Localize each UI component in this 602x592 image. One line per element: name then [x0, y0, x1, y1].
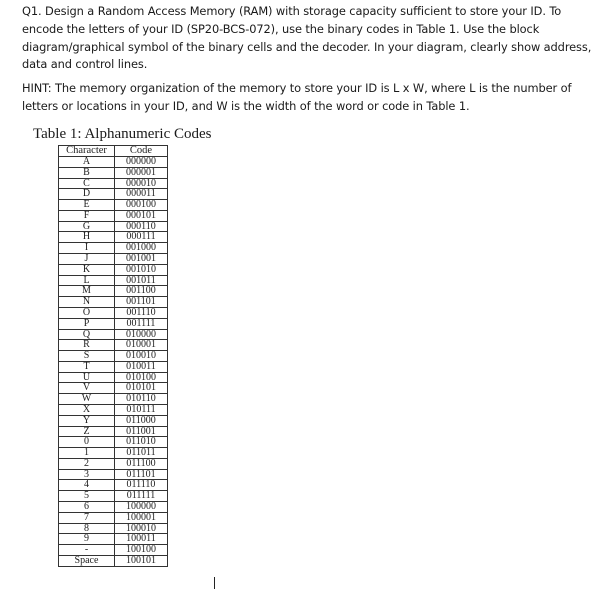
- table-row: [59, 167, 168, 178]
- character-cell: P: [59, 318, 115, 329]
- character-cell: Z: [59, 426, 115, 437]
- code-cell: 011001: [115, 426, 168, 437]
- table-header-row: [59, 146, 168, 157]
- character-cell: 1: [59, 448, 115, 459]
- code-cell: 001111: [115, 318, 168, 329]
- code-cell: 010100: [115, 372, 168, 383]
- code-cell: 010011: [115, 361, 168, 372]
- character-cell: S: [59, 351, 115, 362]
- character-cell: D: [59, 189, 115, 200]
- character-cell: Q: [59, 329, 115, 340]
- character-cell: U: [59, 372, 115, 383]
- table-row: [59, 545, 168, 556]
- table-row: [59, 264, 168, 275]
- character-cell: 9: [59, 534, 115, 545]
- code-cell: 100011: [115, 534, 168, 545]
- code-cell: 011101: [115, 469, 168, 480]
- character-cell: O: [59, 307, 115, 318]
- code-cell: 010111: [115, 404, 168, 415]
- table-row: [59, 361, 168, 372]
- code-cell: 011010: [115, 437, 168, 448]
- table-row: [59, 437, 168, 448]
- character-cell: M: [59, 286, 115, 297]
- table-row: [59, 383, 168, 394]
- code-cell: 100000: [115, 502, 168, 513]
- code-cell: 011110: [115, 480, 168, 491]
- table-row: [59, 340, 168, 351]
- character-cell: H: [59, 232, 115, 243]
- table-row: [59, 555, 168, 566]
- table-row: [59, 523, 168, 534]
- table-row: [59, 404, 168, 415]
- table-title: Table 1: Alphanumeric Codes: [33, 126, 212, 142]
- header-character: Character: [59, 146, 115, 157]
- character-cell: I: [59, 243, 115, 254]
- character-cell: 6: [59, 502, 115, 513]
- table-row: [59, 469, 168, 480]
- code-cell: 010001: [115, 340, 168, 351]
- character-cell: -: [59, 545, 115, 556]
- character-cell: W: [59, 394, 115, 405]
- code-cell: 001000: [115, 243, 168, 254]
- code-cell: 100101: [115, 555, 168, 566]
- code-cell: 010110: [115, 394, 168, 405]
- table-row: [59, 415, 168, 426]
- character-cell: B: [59, 167, 115, 178]
- code-cell: 000010: [115, 178, 168, 189]
- code-cell: 011011: [115, 448, 168, 459]
- alphanumeric-codes-table: [58, 145, 168, 567]
- code-cell: 001010: [115, 264, 168, 275]
- character-cell: K: [59, 264, 115, 275]
- character-cell: 4: [59, 480, 115, 491]
- table-row: [59, 458, 168, 469]
- character-cell: 0: [59, 437, 115, 448]
- table-row: [59, 351, 168, 362]
- character-cell: J: [59, 254, 115, 265]
- character-cell: V: [59, 383, 115, 394]
- code-cell: 100001: [115, 512, 168, 523]
- table-row: [59, 157, 168, 168]
- character-cell: 3: [59, 469, 115, 480]
- character-cell: Space: [59, 555, 115, 566]
- character-cell: E: [59, 200, 115, 211]
- code-cell: 000110: [115, 221, 168, 232]
- character-cell: R: [59, 340, 115, 351]
- character-cell: A: [59, 157, 115, 168]
- table-row: [59, 297, 168, 308]
- code-cell: 010000: [115, 329, 168, 340]
- character-cell: L: [59, 275, 115, 286]
- table-row: [59, 480, 168, 491]
- table-row: [59, 307, 168, 318]
- table-row: [59, 243, 168, 254]
- code-cell: 010010: [115, 351, 168, 362]
- character-cell: C: [59, 178, 115, 189]
- table-row: [59, 512, 168, 523]
- table-row: [59, 534, 168, 545]
- code-cell: 011111: [115, 491, 168, 502]
- code-cell: 000111: [115, 232, 168, 243]
- character-cell: G: [59, 221, 115, 232]
- code-cell: 000011: [115, 189, 168, 200]
- table-row: [59, 178, 168, 189]
- table-row: [59, 286, 168, 297]
- table-row: [59, 329, 168, 340]
- table-row: [59, 232, 168, 243]
- code-cell: 001110: [115, 307, 168, 318]
- character-cell: 5: [59, 491, 115, 502]
- table-row: [59, 491, 168, 502]
- code-cell: 000000: [115, 157, 168, 168]
- table-row: [59, 200, 168, 211]
- table-row: [59, 254, 168, 265]
- table-row: [59, 221, 168, 232]
- text-cursor: [214, 577, 215, 589]
- character-cell: F: [59, 210, 115, 221]
- table-row: [59, 394, 168, 405]
- header-code: Code: [115, 146, 168, 157]
- character-cell: Y: [59, 415, 115, 426]
- table-row: [59, 275, 168, 286]
- table-row: [59, 426, 168, 437]
- table-row: [59, 502, 168, 513]
- code-cell: 010101: [115, 383, 168, 394]
- table-body: [59, 157, 168, 567]
- table-row: [59, 318, 168, 329]
- character-cell: N: [59, 297, 115, 308]
- character-cell: 7: [59, 512, 115, 523]
- code-cell: 001101: [115, 297, 168, 308]
- hint-text: HINT: The memory organization of the memory to store your ID is L x W, where L is the number of letters or locations in your ID, and W is the width of the word or code in Table 1.: [22, 81, 572, 113]
- question-text: Q1. Design a Random Access Memory (RAM) with storage capacity sufficient to store your ID. To encode the letters of your ID (SP20-BCS-072), use the binary codes in Table 1. Use the block diagram/graphical symbol of the binary cells and the decoder. In your diagram, clearly show address, data and control lines.: [22, 4, 592, 72]
- character-cell: T: [59, 361, 115, 372]
- table-row: [59, 210, 168, 221]
- code-cell: 000100: [115, 200, 168, 211]
- character-cell: X: [59, 404, 115, 415]
- code-cell: 011000: [115, 415, 168, 426]
- code-cell: 000001: [115, 167, 168, 178]
- code-cell: 001100: [115, 286, 168, 297]
- code-cell: 000101: [115, 210, 168, 221]
- code-cell: 011100: [115, 458, 168, 469]
- table-row: [59, 372, 168, 383]
- code-cell: 100010: [115, 523, 168, 534]
- character-cell: 8: [59, 523, 115, 534]
- code-cell: 001001: [115, 254, 168, 265]
- table-row: [59, 448, 168, 459]
- code-cell: 001011: [115, 275, 168, 286]
- table-row: [59, 189, 168, 200]
- character-cell: 2: [59, 458, 115, 469]
- code-cell: 100100: [115, 545, 168, 556]
